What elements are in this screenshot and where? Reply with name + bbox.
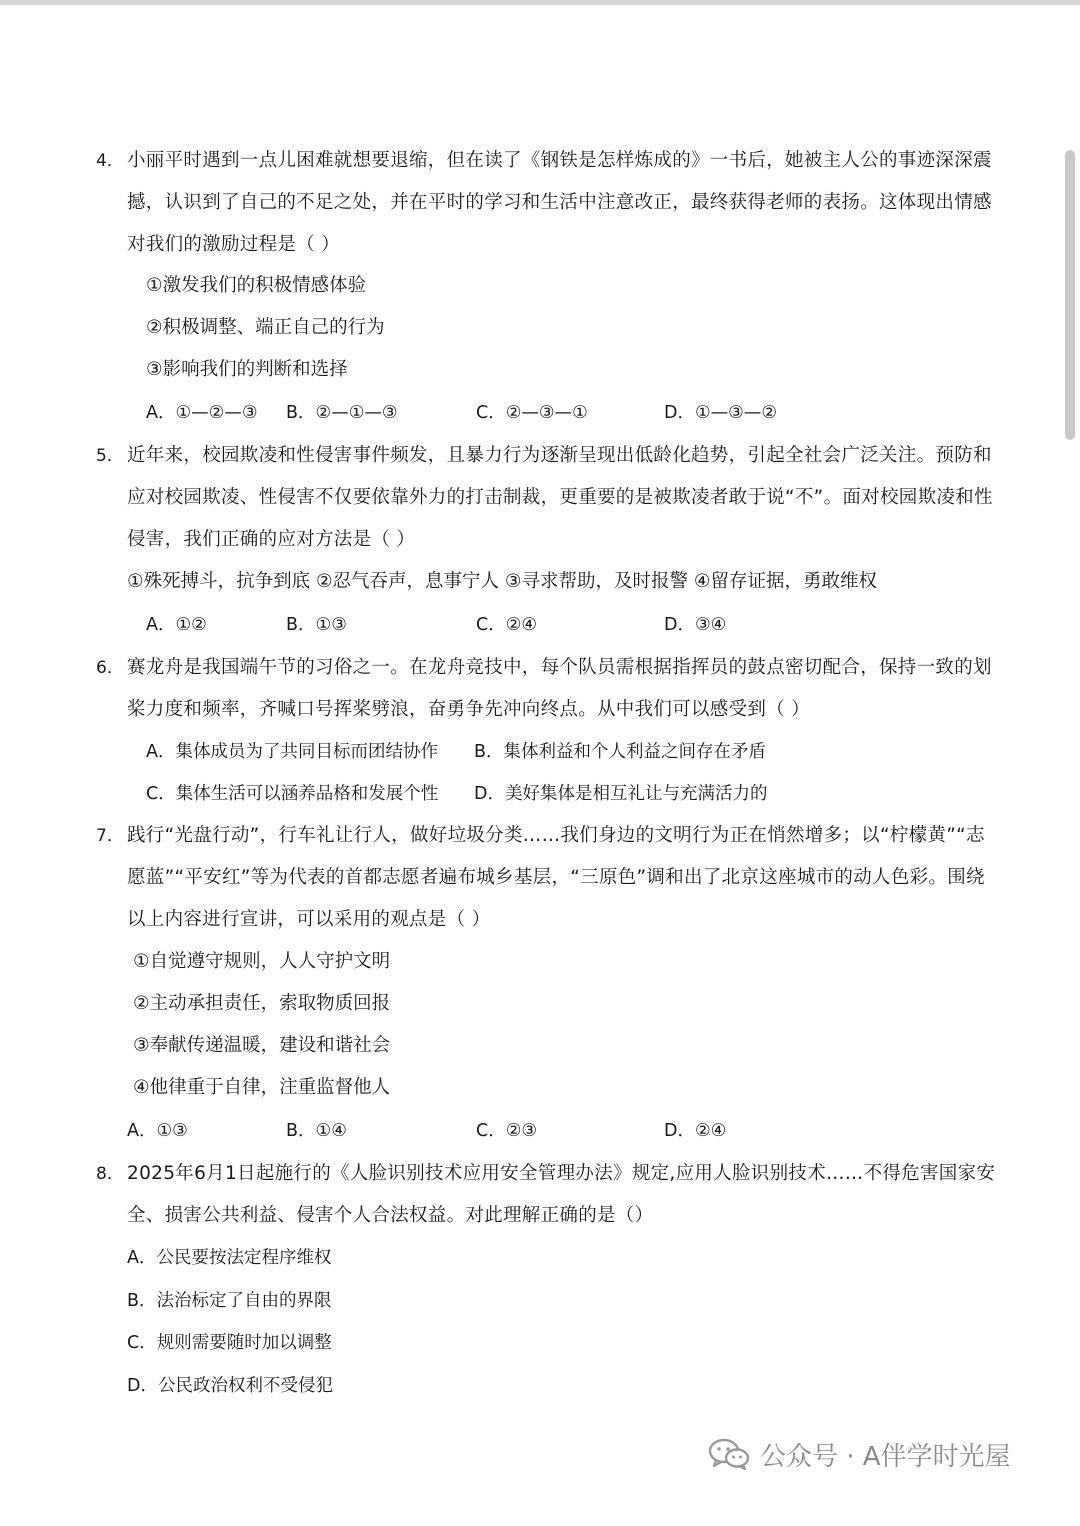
question-number: 8． [96, 1164, 124, 1184]
question-stem: 2025年6月1日起施行的《人脸识别技术应用安全管理办法》规定,应用人脸识别技术……不得危害国家安全、损害公共利益、侵害个人合法权益。对此理解正确的是（） [127, 1163, 996, 1226]
option-a[interactable]: A．①② [146, 615, 207, 635]
statement-item: ①激发我们的积极情感体验 [146, 275, 367, 296]
question-6 [96, 647, 996, 731]
question-number: 6． [96, 658, 124, 678]
answer-options [96, 391, 996, 435]
option-a[interactable]: A．①③ [127, 1121, 188, 1141]
option-d[interactable]: D．③④ [664, 615, 727, 635]
watermark-text: 公众号 · A伴学时光屋 [760, 1441, 1011, 1472]
option-b[interactable]: B．①④ [286, 1121, 347, 1141]
exam-content [96, 140, 996, 1407]
option-d[interactable]: D．②④ [664, 1121, 727, 1141]
statement-item: ①自觉遵守规则，人人守护文明 [133, 951, 391, 972]
answer-options [96, 1109, 996, 1153]
option-a[interactable]: A．公民要按法定程序维权 [127, 1248, 332, 1268]
statement-items: ①殊死搏斗，抗争到底 ②忍气吞声，息事宁人 ③寻求帮助，及时报警 ④留存证据，勇敢维权 [127, 571, 877, 592]
question-number: 7． [96, 826, 124, 846]
statement-item: ③影响我们的判断和选择 [146, 359, 348, 380]
statement-item: ②积极调整、端正自己的行为 [146, 317, 385, 338]
question-7 [96, 815, 996, 941]
wechat-icon [708, 1437, 750, 1471]
answer-options [96, 603, 996, 647]
option-c[interactable]: C．规则需要随时加以调整 [127, 1333, 332, 1353]
account-watermark [708, 1432, 1011, 1476]
option-c[interactable]: C．集体生活可以涵养品格和发展个性 [146, 784, 439, 804]
question-stem: 践行“光盘行动”，行车礼让行人，做好垃圾分类……我们身边的文明行为正在悄然增多；以“柠檬黄”“志愿蓝”“平安红”等为代表的首都志愿者遍布城乡基层，“三原色”调和出了北京这座城市的动人色彩。围绕以上内容进行宣讲，可以采用的观点是（ ） [127, 825, 985, 930]
question-number: 4． [96, 151, 124, 171]
question-stem: 小丽平时遇到一点儿困难就想要退缩，但在读了《钢铁是怎样炼成的》一书后，她被主人公的事迹深深震撼，认识到了自己的不足之处，并在平时的学习和生活中注意改正，最终获得老师的表扬。这体现出情感对我们的激励过程是（ ） [127, 150, 992, 255]
question-stem: 赛龙舟是我国端午节的习俗之一。在龙舟竞技中，每个队员需根据指挥员的鼓点密切配合，保持一致的划桨力度和频率，齐喊口号挥桨劈浪，奋勇争先冲向终点。从中我们可以感受到（ ） [127, 657, 992, 720]
option-d[interactable]: D．公民政治权利不受侵犯 [127, 1375, 333, 1396]
answer-options [96, 773, 996, 815]
statement-item: ②主动承担责任，索取物质回报 [133, 993, 391, 1014]
question-number: 5． [96, 446, 124, 466]
question-4 [96, 140, 996, 265]
option-b[interactable]: B．②—①—③ [286, 403, 398, 423]
option-a[interactable]: A．集体成员为了共同目标而团结协作 [146, 742, 438, 762]
question-8 [96, 1153, 996, 1237]
answer-options [96, 731, 996, 773]
question-stem: 近年来，校园欺凌和性侵害事件频发，且暴力行为逐渐呈现出低龄化趋势，引起全社会广泛关注。预防和应对校园欺凌、性侵害不仅要依靠外力的打击制裁，更重要的是被欺凌者敢于说“不”。面对校园欺凌和性侵害，我们正确的应对方法是（ ） [127, 445, 993, 550]
option-d[interactable]: D．①—③—② [664, 403, 778, 423]
statement-item: ④他律重于自律，注重监督他人 [133, 1077, 391, 1098]
option-c[interactable]: C．②—③—① [476, 403, 588, 423]
option-d[interactable]: D．美好集体是相互礼让与充满活力的 [474, 784, 768, 804]
option-b[interactable]: B．①③ [286, 615, 347, 635]
option-b[interactable]: B．法治标定了自由的界限 [127, 1290, 332, 1311]
scrollbar[interactable] [1056, 130, 1080, 1430]
question-5 [96, 435, 996, 561]
top-divider [0, 0, 1080, 5]
statement-item: ③奉献传递温暖，建设和谐社会 [133, 1035, 391, 1056]
option-c[interactable]: C．②③ [476, 1121, 538, 1141]
option-a[interactable]: A．①—②—③ [146, 403, 258, 423]
scrollbar-thumb[interactable] [1065, 150, 1075, 440]
option-b[interactable]: B．集体利益和个人利益之间存在矛盾 [474, 742, 767, 762]
option-c[interactable]: C．②④ [476, 615, 538, 635]
